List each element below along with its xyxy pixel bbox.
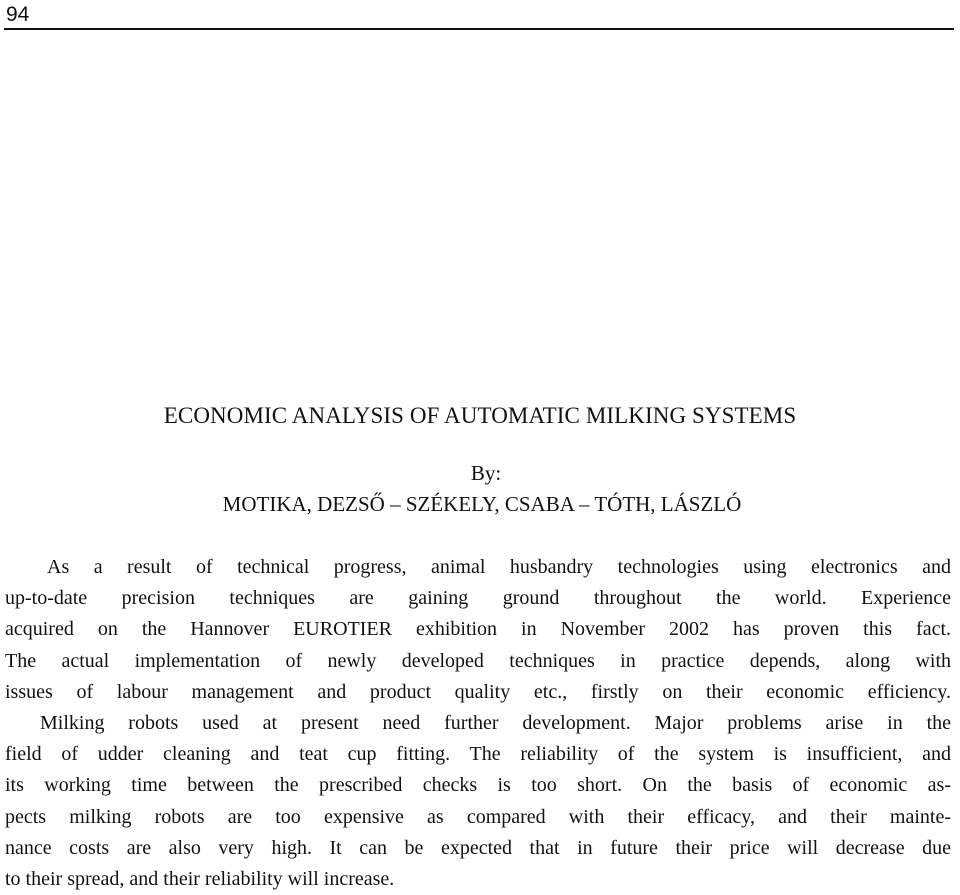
article-title: ECONOMIC ANALYSIS OF AUTOMATIC MILKING SYSTEMS [163,403,797,428]
authors: MOTIKA, DEZSŐ – SZÉKELY, CSABA – TÓTH, LÁSZLÓ [222,492,742,516]
abstract-line: Milking robots used at present need further development. Major problems arise in the [40,712,951,735]
abstract-line: issues of labour management and product quality etc., firstly on their economic efficiency. [5,680,951,703]
page-number: 94 [6,3,30,26]
header-rule [4,28,954,30]
abstract-line: acquired on the Hannover EUROTIER exhibition in November 2002 has proven this fact. [5,618,951,641]
by-label: By: [470,461,502,485]
abstract-line: up-to-date precision techniques are gaining ground throughout the world. Experience [5,587,951,610]
abstract-line: nance costs are also very high. It can be expected that in future their price will decrease due [5,836,951,859]
abstract-line: As a result of technical progress, animal husbandry technologies using electronics and [47,556,951,578]
abstract-line: The actual implementation of newly developed techniques in practice depends, along with [5,649,951,672]
abstract-line: to their spread, and their reliability will increase. [5,868,395,891]
abstract-line: pects milking robots are too expensive as compared with their efficacy, and their mainte- [5,805,951,828]
abstract-line: field of udder cleaning and teat cup fitting. The reliability of the system is insufficient, and [5,743,951,766]
abstract [5,552,951,895]
abstract-line: its working time between the prescribed checks is too short. On the basis of economic as- [5,774,951,797]
